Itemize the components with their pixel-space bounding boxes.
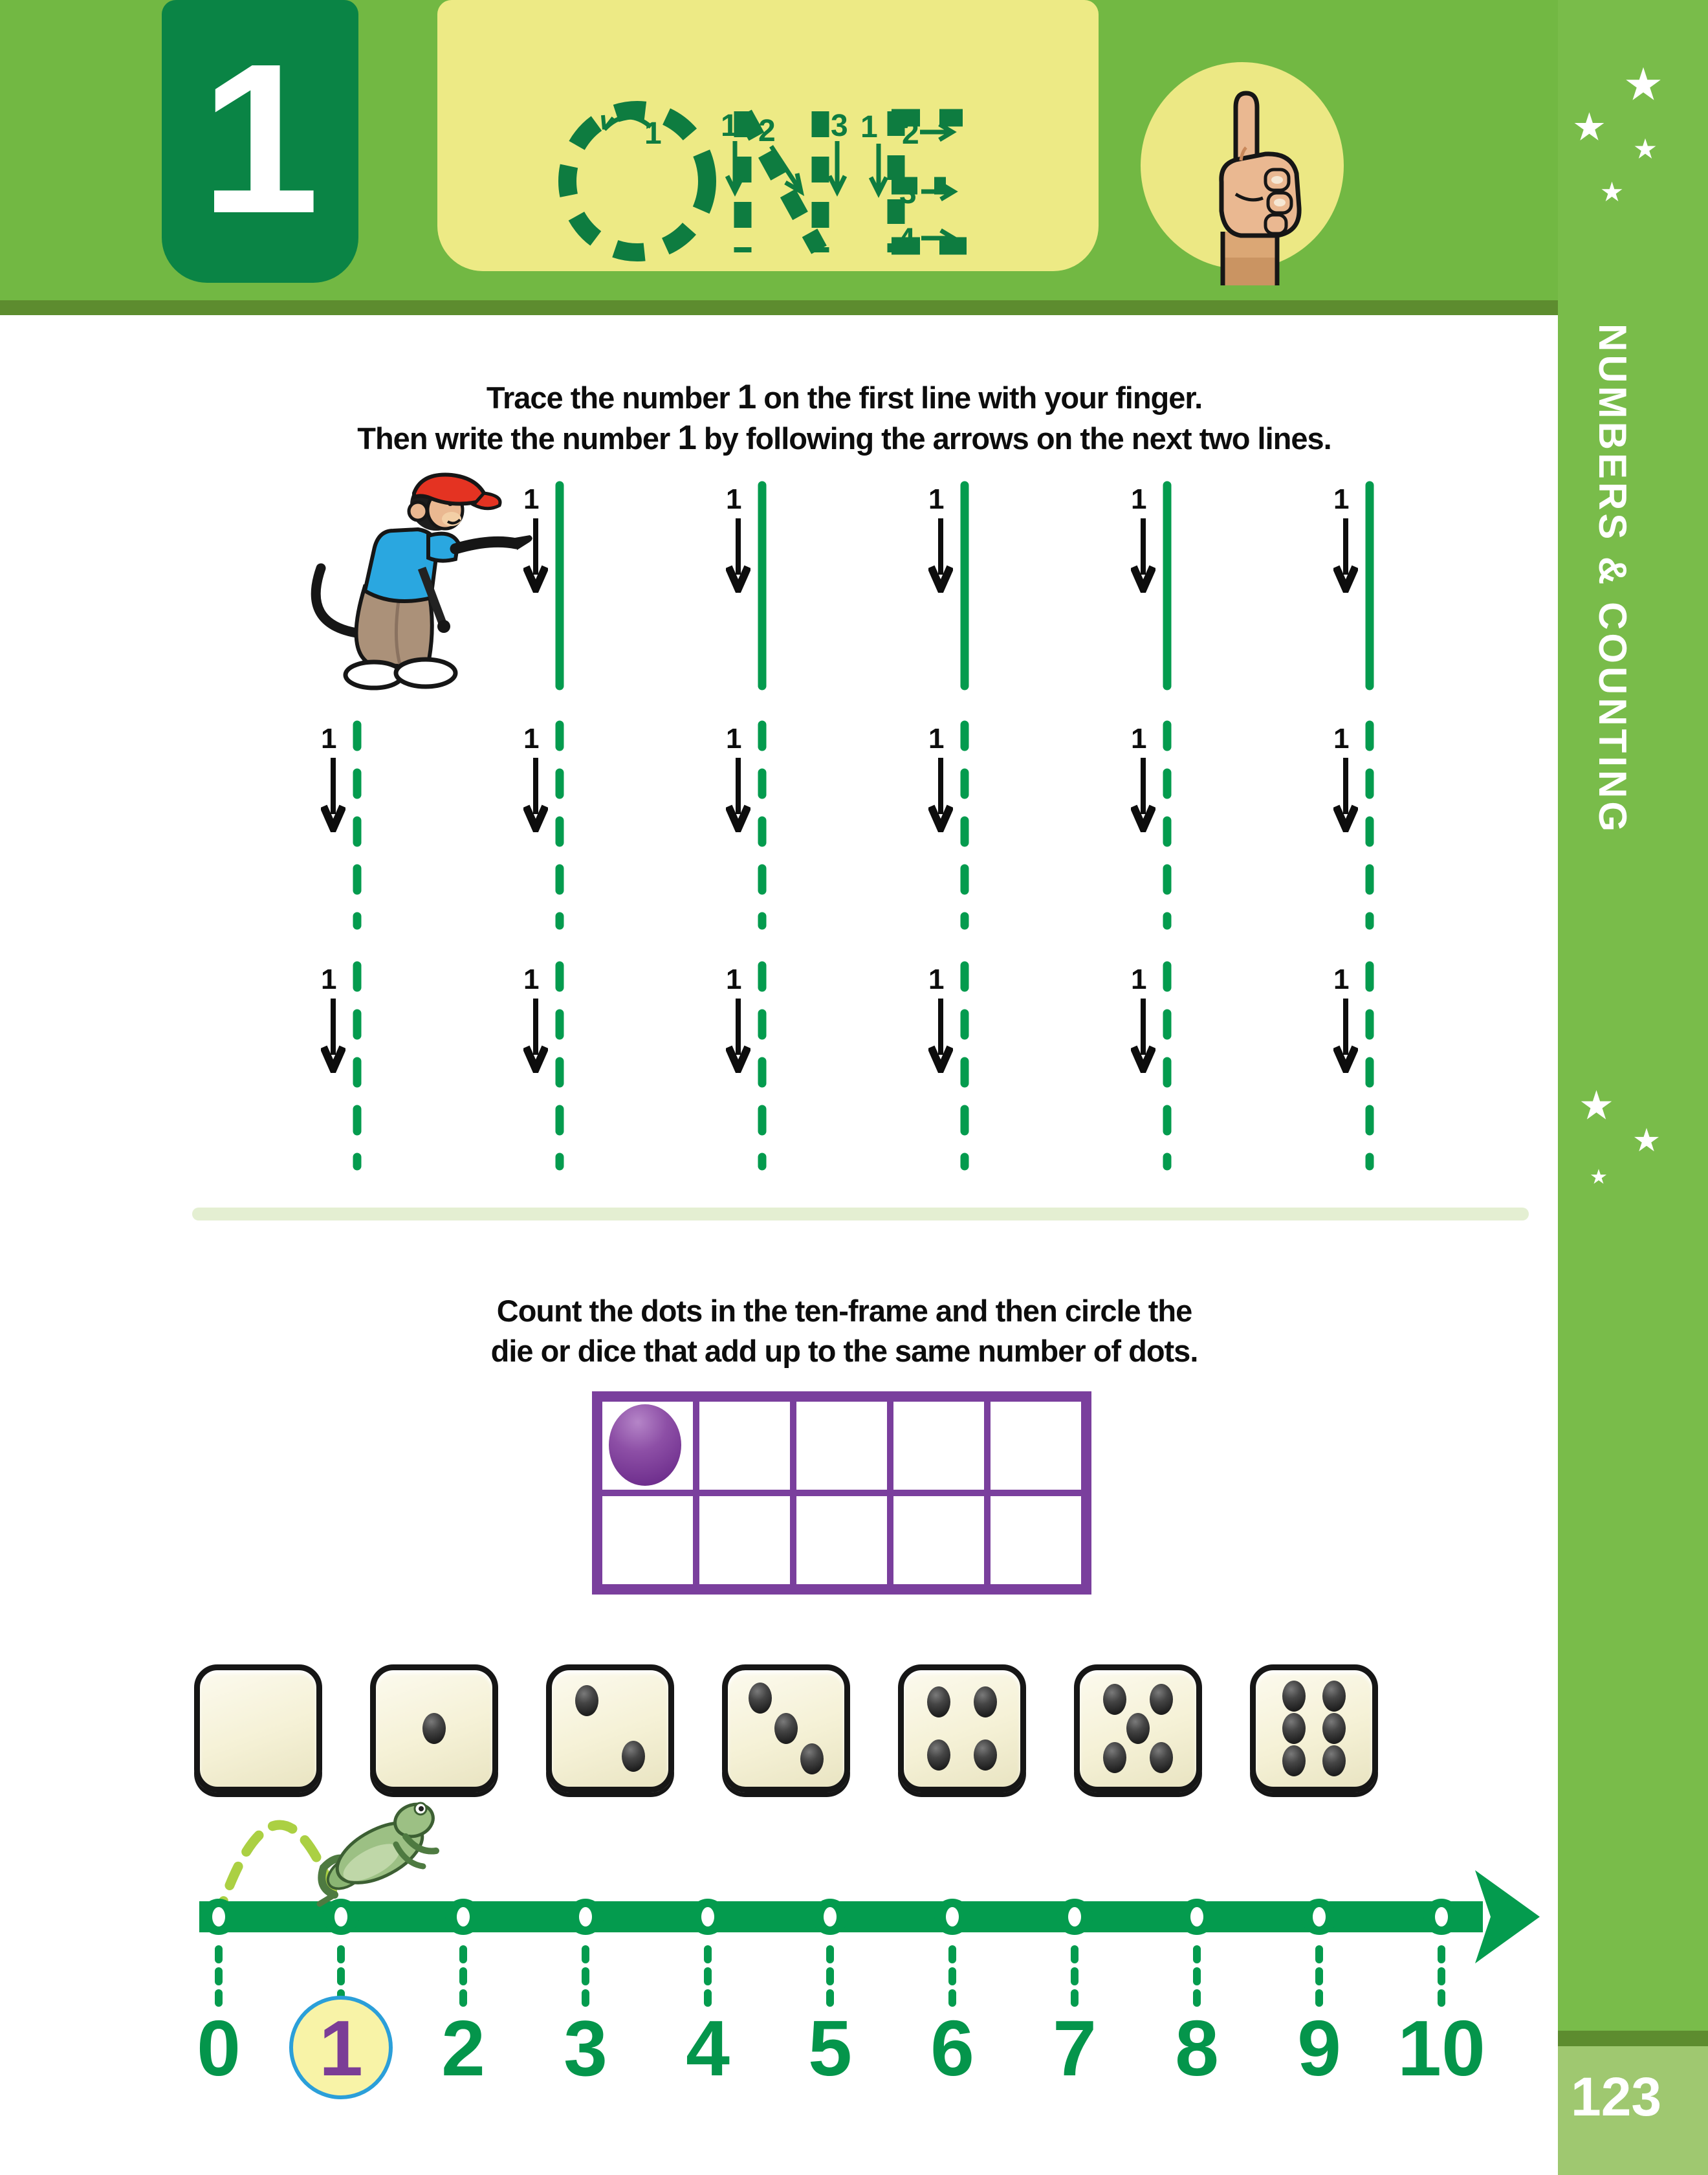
practice-line-dashed — [1162, 720, 1172, 934]
star-icon — [1600, 181, 1624, 208]
ten-frame-cell — [696, 1493, 793, 1587]
trace-line-number-label: 1 — [726, 723, 742, 755]
page-number: 123 — [1571, 2066, 1662, 2127]
practice-line-dashed — [757, 960, 767, 1175]
trace-line-number-label: 1 — [726, 483, 742, 515]
trace-line-number-label: 1 — [1333, 964, 1350, 995]
sidebar-divider-strip — [1558, 2031, 1708, 2046]
ten-frame-cell — [599, 1398, 696, 1493]
die-pip — [1282, 1681, 1306, 1712]
ten-frame-cell — [696, 1398, 793, 1493]
unit-number-tile — [162, 0, 358, 283]
header-divider-strip — [0, 300, 1558, 315]
trace-line-group[interactable] — [1333, 964, 1405, 1178]
die-3[interactable] — [722, 1664, 850, 1793]
trace-line-group[interactable] — [726, 484, 797, 698]
trace-line-number-label: 1 — [1131, 964, 1147, 995]
trace-line-group[interactable] — [1131, 723, 1202, 937]
die-pip — [1103, 1684, 1126, 1715]
trace-line-number-label: 1 — [1333, 723, 1350, 755]
practice-line-solid — [959, 480, 970, 694]
die-pip — [974, 1739, 997, 1771]
number-line-label-1: 1 — [319, 2004, 363, 2092]
die-pip — [1150, 1684, 1173, 1715]
die-pip — [974, 1686, 997, 1717]
down-arrow-icon — [1333, 756, 1358, 835]
die-1[interactable] — [370, 1664, 498, 1793]
monkey-mascot-icon — [301, 471, 541, 698]
trace-line-number-label: 1 — [928, 723, 945, 755]
trace-line-group[interactable] — [321, 723, 392, 937]
number-line-label-3: 3 — [564, 2004, 608, 2092]
trace-line-number-label: 1 — [321, 723, 337, 755]
die-4[interactable] — [898, 1664, 1026, 1793]
practice-line-dashed — [1162, 960, 1172, 1175]
die-pip — [1126, 1713, 1150, 1744]
trace-line-group[interactable] — [523, 964, 595, 1178]
trace-word-panel — [437, 0, 1099, 271]
trace-line-group[interactable] — [1131, 484, 1202, 698]
practice-line-solid — [1364, 480, 1375, 694]
trace-line-number-label: 1 — [523, 483, 540, 515]
down-arrow-icon — [523, 756, 548, 835]
trace-line-number-label: 1 — [1333, 483, 1350, 515]
star-icon — [1623, 65, 1663, 109]
trace-line-group[interactable] — [928, 723, 1000, 937]
ten-frame-cell — [793, 1493, 890, 1587]
number-line-label-8: 8 — [1175, 2004, 1219, 2092]
stroke-number: 3 — [831, 109, 848, 143]
instruction-count — [162, 1291, 1527, 1371]
number-line-label-2: 2 — [441, 2004, 485, 2092]
practice-line-dashed — [1364, 720, 1375, 934]
practice-line-dashed — [757, 720, 767, 934]
die-0[interactable] — [194, 1664, 322, 1793]
instruction-line: die or dice that add up to the same number of dots. — [490, 1334, 1198, 1368]
practice-line-dashed — [959, 720, 970, 934]
hand-counting-one-icon — [1139, 62, 1346, 285]
practice-line-dashed — [959, 960, 970, 1175]
number-line-label-6: 6 — [930, 2004, 974, 2092]
frog-icon — [299, 1791, 454, 1914]
down-arrow-icon — [523, 516, 548, 596]
die-6[interactable] — [1250, 1664, 1378, 1793]
section-divider — [192, 1208, 1529, 1220]
star-icon — [1632, 1127, 1661, 1158]
trace-line-number-label: 1 — [523, 964, 540, 995]
ten-frame-cell — [793, 1398, 890, 1493]
practice-line-dashed — [1364, 960, 1375, 1175]
die-pip — [927, 1739, 950, 1771]
die-pip — [422, 1713, 446, 1744]
trace-line-group[interactable] — [523, 723, 595, 937]
trace-line-group[interactable] — [1333, 723, 1405, 937]
practice-line-dashed — [352, 960, 362, 1175]
die-5[interactable] — [1074, 1664, 1202, 1793]
instruction-trace — [162, 377, 1527, 459]
die-pip — [622, 1741, 645, 1772]
ten-frame-cell — [987, 1493, 1084, 1587]
section-label: NUMBERS & COUNTING — [1591, 324, 1634, 835]
down-arrow-icon — [726, 997, 750, 1076]
trace-line-group[interactable] — [928, 484, 1000, 698]
unit-number: 1 — [201, 18, 320, 258]
practice-line-dashed — [352, 720, 362, 934]
instruction-text-segment: 1 — [677, 419, 696, 457]
die-pip — [749, 1683, 772, 1714]
trace-line-number-label: 1 — [726, 964, 742, 995]
instruction-text-segment: by following the arrows on the next two lines. — [695, 421, 1331, 456]
number-line-label-5: 5 — [808, 2004, 852, 2092]
die-pip — [1282, 1713, 1306, 1744]
arrowhead-icon — [1475, 1870, 1540, 1963]
die-pip — [1322, 1713, 1346, 1744]
star-icon — [1633, 137, 1658, 165]
down-arrow-icon — [321, 756, 345, 835]
number-line-label-4: 4 — [686, 2004, 730, 2092]
trace-line-group[interactable] — [726, 964, 797, 1178]
stroke-number: 4 — [898, 223, 915, 257]
stroke-number: 1 — [860, 110, 878, 144]
practice-line-dashed — [554, 960, 565, 1175]
ten-frame-cell — [599, 1493, 696, 1587]
ten-frame-cell — [890, 1398, 987, 1493]
trace-line-number-label: 1 — [1131, 723, 1147, 755]
die-pip — [800, 1743, 824, 1774]
number-line-label-7: 7 — [1053, 2004, 1097, 2092]
down-arrow-icon — [523, 997, 548, 1076]
down-arrow-icon — [928, 756, 953, 835]
trace-line-group[interactable] — [523, 484, 595, 698]
practice-line-solid — [757, 480, 767, 694]
instruction-text-segment: on the first line with your finger. — [756, 381, 1203, 415]
practice-line-solid — [554, 480, 565, 694]
ten-frame-cell — [987, 1398, 1084, 1493]
down-arrow-icon — [928, 516, 953, 596]
stroke-number: 1 — [644, 116, 662, 151]
stroke-number: 3 — [899, 176, 917, 210]
practice-line-dashed — [554, 720, 565, 934]
number-line-label-0: 0 — [197, 2004, 241, 2092]
down-arrow-icon — [1131, 756, 1155, 835]
trace-line-number-label: 1 — [928, 964, 945, 995]
instruction-text-segment: Then write the number — [357, 421, 678, 456]
die-pip — [1103, 1742, 1126, 1773]
die-pip — [1322, 1745, 1346, 1776]
die-pip — [1150, 1742, 1173, 1773]
instruction-text-segment: 1 — [737, 378, 756, 416]
down-arrow-icon — [928, 997, 953, 1076]
number-line-label-10: 10 — [1397, 2004, 1485, 2092]
trace-line-group[interactable] — [321, 964, 392, 1178]
down-arrow-icon — [1333, 516, 1358, 596]
down-arrow-icon — [1131, 516, 1155, 596]
stroke-number: 2 — [758, 114, 776, 148]
stroke-number: 2 — [902, 116, 919, 151]
ten-frame — [592, 1391, 1091, 1595]
stroke-number: 1 — [721, 109, 738, 143]
down-arrow-icon — [1131, 997, 1155, 1076]
star-icon — [1590, 1168, 1608, 1189]
trace-line-group[interactable] — [928, 964, 1000, 1178]
down-arrow-icon — [726, 516, 750, 596]
instruction-line: Count the dots in the ten-frame and then circle the — [496, 1294, 1192, 1328]
trace-line-group[interactable] — [726, 723, 797, 937]
die-pip — [927, 1686, 950, 1717]
instruction-text-segment: Trace the number — [486, 381, 738, 415]
trace-line-number-label: 1 — [1131, 483, 1147, 515]
trace-word-one-icon — [437, 0, 1099, 271]
down-arrow-icon — [321, 997, 345, 1076]
star-icon — [1572, 111, 1606, 148]
trace-line-number-label: 1 — [928, 483, 945, 515]
trace-line-group[interactable] — [1131, 964, 1202, 1178]
trace-line-group[interactable] — [1333, 484, 1405, 698]
number-line-label-9: 9 — [1297, 2004, 1341, 2092]
down-arrow-icon — [1333, 997, 1358, 1076]
die-pip — [575, 1685, 598, 1716]
die-2[interactable] — [546, 1664, 674, 1793]
trace-line-number-label: 1 — [523, 723, 540, 755]
die-pip — [774, 1713, 798, 1744]
die-pip — [1322, 1681, 1346, 1712]
counter-dot — [609, 1404, 681, 1486]
practice-line-solid — [1162, 480, 1172, 694]
die-pip — [1282, 1745, 1306, 1776]
star-icon — [1579, 1088, 1614, 1127]
ten-frame-cell — [890, 1493, 987, 1587]
down-arrow-icon — [726, 756, 750, 835]
trace-line-number-label: 1 — [321, 964, 337, 995]
